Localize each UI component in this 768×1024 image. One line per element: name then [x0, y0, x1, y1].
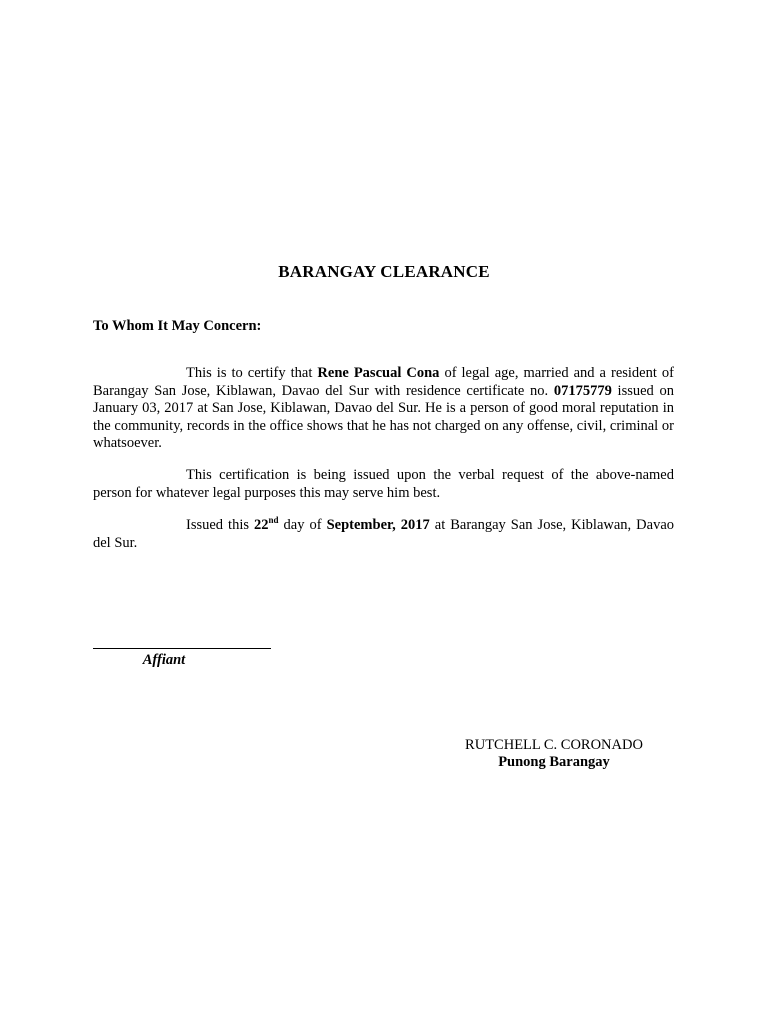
affiant-label: Affiant: [142, 652, 186, 668]
issuance-paragraph: [93, 517, 674, 552]
resident-name: Rene Pascual Cona: [317, 365, 440, 381]
issuance-place-text: at Barangay San Jose, Kiblawan, Davao del Sur.: [93, 517, 675, 551]
affiant-signature-line: [93, 648, 271, 649]
certification-paragraph: [93, 365, 674, 453]
official-signature-block: [434, 737, 674, 771]
residence-text: of legal age, married and a resident of Barangay San Jose, Kiblawan, Davao del Sur with residence certificate no.: [93, 365, 674, 399]
certificate-number: 07175779: [553, 382, 612, 399]
purpose-paragraph: [93, 467, 674, 502]
issue-day-number: 22: [254, 517, 269, 533]
issue-day-suffix: nd: [268, 515, 279, 526]
issue-day: [254, 517, 279, 533]
document-title: BARANGAY CLEARANCE: [278, 262, 490, 281]
official-title: Punong Barangay: [498, 754, 610, 770]
purpose-text: This certification is being issued upon the verbal request of the above-named person for whatever legal purposes this may serve him best.: [93, 467, 674, 501]
official-name: RUTCHELL C. CORONADO: [465, 737, 643, 753]
salutation: To Whom It May Concern:: [93, 318, 262, 334]
issuance-day-of-text: day of: [278, 517, 327, 533]
issue-month-year: September, 2017: [326, 517, 430, 533]
paragraph-intro-text: This is to certify that: [186, 365, 318, 381]
character-text: issued on January 03, 2017 at San Jose, Kiblawan, Davao del Sur. He is a person of good moral reputation in the community, records in the office shows that he has not charged on any offense, civil, criminal or whatsoever.: [93, 382, 675, 451]
issuance-intro-text: Issued this: [186, 517, 255, 533]
